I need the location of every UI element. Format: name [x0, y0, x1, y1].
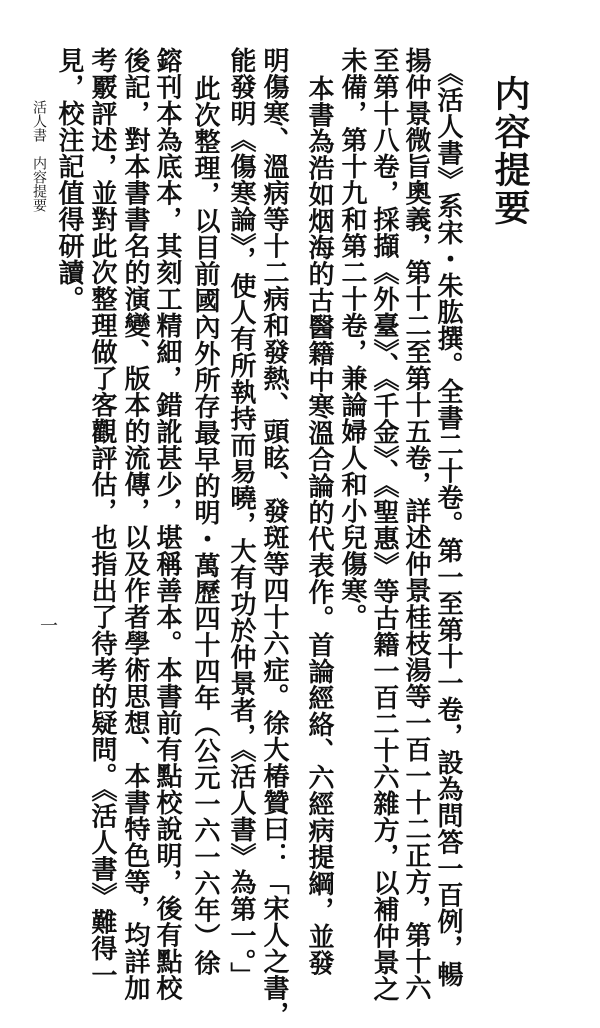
- text-column-1: 《活人書》系宋・朱肱撰。全書二十卷。第一至第十一卷，設為問答一百例，暢: [433, 60, 463, 988]
- running-footer: 活人書 内容提要: [31, 100, 47, 212]
- text-column-7: 能發明《傷寒論》，使人有所執持而易曉，大有功於仲景者，《活人書》為第一。」: [226, 47, 256, 989]
- text-column-8: 此次整理，以目前國內外所存最早的明・萬歷四十四年（公元一六一六年）徐: [190, 75, 220, 976]
- text-column-11: 考覈評述，並對此次整理做了客觀評估，也指出了待考的疑問。《活人書》難得一: [87, 47, 117, 988]
- text-column-9: 鎔刊本為底本，其刻工精細，錯訛甚少，堪稱善本。本書前有點校說明，後有點校: [152, 47, 182, 1001]
- text-column-4: 未備，第十九和第二十卷，兼論婦人和小兒傷寒。: [337, 47, 367, 630]
- text-column-5: 本書為浩如烟海的古醫籍中寒溫合論的代表作。首論經絡、六經病提綱，並發: [304, 75, 334, 976]
- page-number: 一: [40, 616, 58, 637]
- page-title: 内容提要: [489, 75, 531, 227]
- text-column-2: 揚仲景微旨奧義，第十二至第十五卷，詳述仲景桂枝湯等一百一十二正方，第十六: [401, 47, 431, 1001]
- text-column-6: 明傷寒、溫病等十二病和發熱、頭眩、發斑等四十六症。徐大椿贊曰：「宋人之書，: [259, 47, 289, 1028]
- text-column-3: 至第十八卷，採擷《外臺》、《千金》、《聖惠》等古籍一百二十六雜方，以補仲景之: [369, 47, 399, 1002]
- text-column-10: 後記，對本書書名的演變、版本的流傳，以及作者學術思想、本書特色等，均詳加: [120, 47, 150, 1001]
- text-column-12: 見，校注記值得研讀。: [54, 47, 84, 312]
